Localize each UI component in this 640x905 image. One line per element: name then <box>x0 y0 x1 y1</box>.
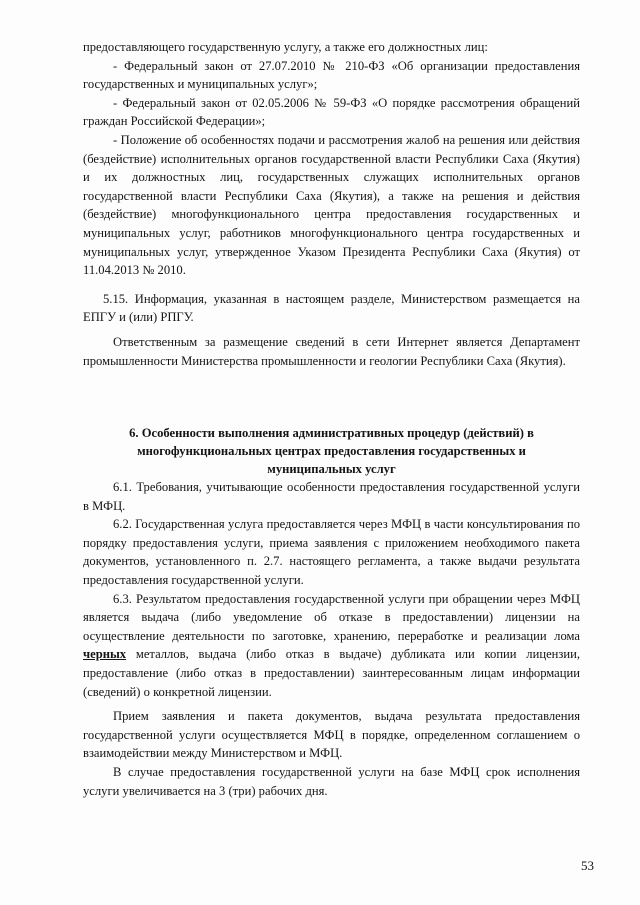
page-number: 53 <box>581 858 594 873</box>
paragraph-law-210-fz: - Федеральный закон от 27.07.2010 № 210-ФЗ «Об организации предоставления государственных и муниципальных услуг»; <box>83 58 580 92</box>
paragraph-6-3-text-start: 6.3. Результатом предоставления государственной услуги при обращении через МФЦ является выдача (либо уведомление об отказе в предоставлении) лицензии на осуществление деятельности по заготовке, хранению, переработке и реализации лома <box>83 591 580 643</box>
paragraph-6-2: 6.2. Государственная услуга предоставляется через МФЦ в части консультирования по порядку предоставления услуги, приема заявления с приложением необходимого пакета документов, установленного п. 2.7. настоящего регламента, а также выдачи результата предоставления государственной услуги. <box>83 517 580 588</box>
paragraph-5-15: 5.15. Информация, указанная в настоящем разделе, Министерством размещается на ЕПГУ и (или) РПГУ. <box>83 291 580 325</box>
document-body <box>83 38 580 800</box>
paragraph-6-3-text-end: металлов, выдача (либо отказ в выдаче) дубликата или копии лицензии, предоставление (либо отказ в предоставлении) заинтересованным лицам информации (сведений) о конкретной лицензии. <box>83 647 580 699</box>
paragraph-complaint-regulation: - Положение об особенностях подачи и рассмотрения жалоб на решения или действия (бездействие) исполнительных органов государственной власти Республики Саха (Якутия) и их должностных лиц, государственных служащих исполнительных органов государственной власти Республики Саха (Якутия), а также на решения и действия (бездействие) многофункционального центра предоставления государственных и муниципальных услуг, работников многофункционального центра государственных и муниципальных услуг, утвержденное Указом Президента Республики Саха (Якутия) от 11.04.2013 № 2010. <box>83 132 580 278</box>
section-6-heading: 6. Особенности выполнения административных процедур (действий) в многофункциональных центрах предоставления государственных и муниципальных услуг <box>129 426 534 477</box>
emphasized-word-black: черных <box>83 647 127 662</box>
paragraph-law-59-fz: - Федеральный закон от 02.05.2006 № 59-ФЗ «О порядке рассмотрения обращений граждан Российской Федерации»; <box>83 95 580 129</box>
paragraph-6-1: 6.1. Требования, учитывающие особенности предоставления государственной услуги в МФЦ. <box>83 480 580 513</box>
paragraph-6-3 <box>83 590 580 702</box>
paragraph-reception-documents: Прием заявления и пакета документов, выдача результата предоставления государственной услуги осуществляется МФЦ в порядке, определенном соглашением о взаимодействии между Министерством и МФЦ. <box>83 709 580 761</box>
paragraph-term-extension: В случае предоставления государственной услуги на базе МФЦ срок исполнения услуги увеличивается на 3 (три) рабочих дня. <box>83 765 580 798</box>
paragraph-intro: предоставляющего государственную услугу, а также его должностных лиц: <box>83 40 488 54</box>
paragraph-responsible-department: Ответственным за размещение сведений в сети Интернет является Департамент промышленности Министерства промышленности и геологии Республики Саха (Якутия). <box>83 334 580 368</box>
